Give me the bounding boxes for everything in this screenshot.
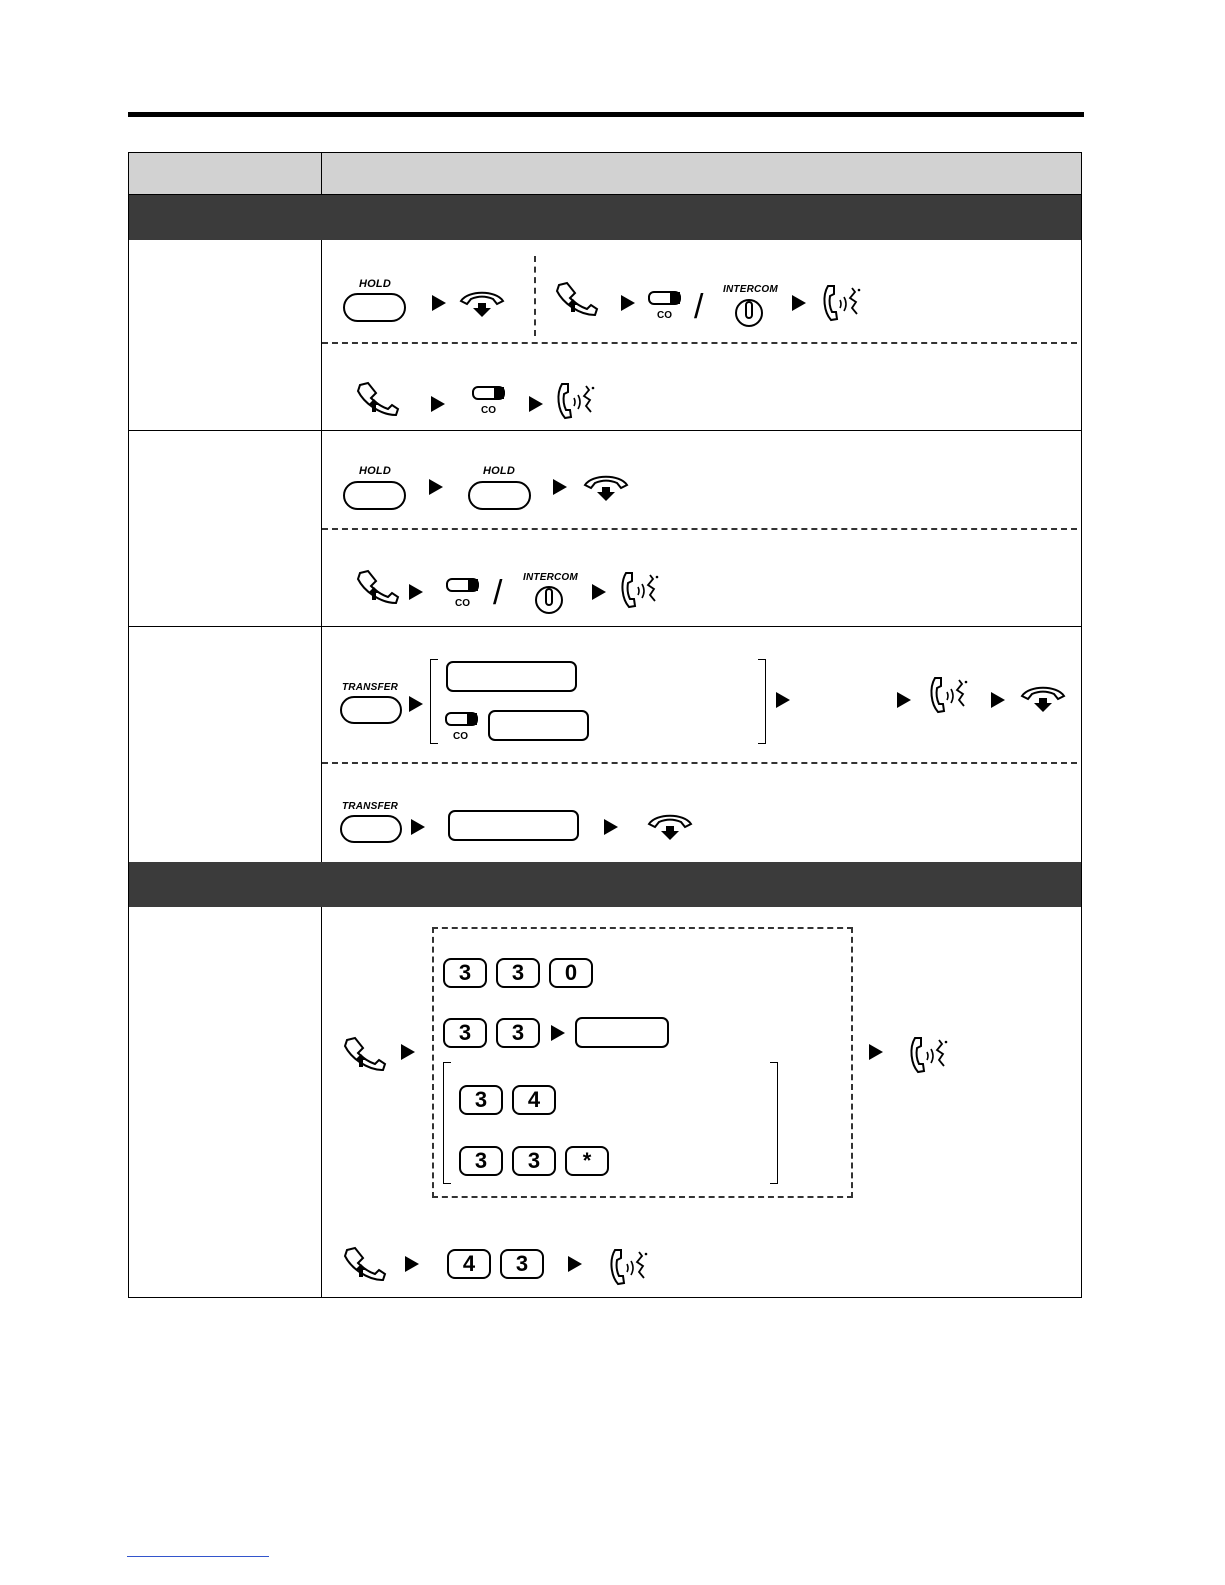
- arrow-right-icon: [431, 396, 445, 412]
- talk-icon: [607, 1248, 651, 1286]
- on-hook-icon: [1019, 684, 1067, 714]
- talk-icon: [927, 676, 971, 714]
- dial-key[interactable]: 3: [500, 1249, 544, 1279]
- dial-key[interactable]: 4: [512, 1085, 556, 1115]
- transfer-button-label: TRANSFER: [342, 801, 399, 812]
- arrow-right-icon: [604, 819, 618, 835]
- transfer-button[interactable]: [340, 815, 402, 843]
- transfer-button[interactable]: [340, 696, 402, 724]
- hold-button-label: HOLD: [483, 465, 515, 477]
- arrow-right-icon: [592, 584, 606, 600]
- arrow-right-icon: [553, 479, 567, 495]
- number-entry-box: [575, 1017, 669, 1048]
- footer-link-line: [127, 1556, 269, 1557]
- intercom-label: INTERCOM: [523, 572, 578, 583]
- on-hook-icon: [458, 289, 506, 319]
- inner-bracket-left: [443, 1062, 451, 1184]
- or-slash: /: [694, 288, 704, 326]
- header-divider: [321, 153, 322, 194]
- on-hook-icon: [582, 473, 630, 503]
- sub-row-divider: [322, 342, 1077, 344]
- intercom-button-icon[interactable]: [733, 298, 765, 328]
- step-divider: [534, 256, 536, 336]
- row-divider: [129, 626, 1081, 627]
- off-hook-icon: [354, 569, 400, 605]
- dial-key[interactable]: 3: [459, 1085, 503, 1115]
- talk-icon: [618, 571, 662, 609]
- arrow-right-icon: [411, 819, 425, 835]
- extension-number-box: [448, 810, 579, 841]
- extension-number-box: [446, 661, 577, 692]
- arrow-right-icon: [792, 295, 806, 311]
- dial-key[interactable]: 3: [459, 1146, 503, 1176]
- co-button-icon[interactable]: [445, 712, 479, 726]
- arrow-right-icon: [776, 692, 790, 708]
- arrow-right-icon: [429, 479, 443, 495]
- column-divider: [321, 240, 322, 862]
- table-header-row: [129, 153, 1081, 195]
- arrow-right-icon: [432, 295, 446, 311]
- arrow-right-icon: [869, 1044, 883, 1060]
- arrow-right-icon: [568, 1256, 582, 1272]
- intercom-label: INTERCOM: [723, 284, 778, 295]
- section-header-2: [129, 862, 1081, 907]
- arrow-right-icon: [621, 295, 635, 311]
- off-hook-icon: [341, 1246, 387, 1282]
- talk-icon: [820, 284, 864, 322]
- co-button-icon[interactable]: [472, 386, 506, 400]
- arrow-right-icon: [991, 692, 1005, 708]
- co-button-icon[interactable]: [648, 291, 682, 305]
- or-slash: /: [493, 574, 503, 612]
- co-label: CO: [455, 598, 470, 609]
- co-label: CO: [453, 731, 468, 742]
- hold-button[interactable]: [343, 481, 406, 510]
- options-bracket-right: [758, 659, 766, 744]
- hold-button[interactable]: [343, 293, 406, 322]
- hold-button-label: HOLD: [359, 465, 391, 477]
- dial-key[interactable]: 3: [443, 1018, 487, 1048]
- dial-key[interactable]: 3: [443, 958, 487, 988]
- arrow-right-icon: [405, 1256, 419, 1272]
- talk-icon: [554, 382, 598, 420]
- dial-key[interactable]: 3: [512, 1146, 556, 1176]
- off-hook-icon: [553, 281, 599, 317]
- hold-button-label: HOLD: [359, 278, 391, 290]
- on-hook-icon: [646, 812, 694, 842]
- off-hook-icon: [341, 1036, 387, 1072]
- sub-row-divider: [322, 762, 1077, 764]
- co-label: CO: [481, 405, 496, 416]
- off-hook-icon: [354, 381, 400, 417]
- dial-key[interactable]: 4: [447, 1249, 491, 1279]
- intercom-button-icon[interactable]: [533, 585, 565, 615]
- arrow-right-icon: [409, 584, 423, 600]
- co-button-icon[interactable]: [446, 578, 480, 592]
- hold-button[interactable]: [468, 481, 531, 510]
- talk-icon: [907, 1036, 951, 1074]
- sub-row-divider: [322, 528, 1077, 530]
- inner-bracket-right: [770, 1062, 778, 1184]
- column-divider: [321, 907, 322, 1297]
- arrow-right-icon: [897, 692, 911, 708]
- options-bracket-left: [430, 659, 438, 744]
- dial-key[interactable]: *: [565, 1146, 609, 1176]
- dial-key[interactable]: 3: [496, 1018, 540, 1048]
- arrow-right-icon: [409, 696, 423, 712]
- phone-number-box: [488, 710, 589, 741]
- arrow-right-icon: [551, 1025, 565, 1041]
- arrow-right-icon: [529, 396, 543, 412]
- dial-key[interactable]: 0: [549, 958, 593, 988]
- row-divider: [129, 430, 1081, 431]
- section-header-1: [129, 195, 1081, 240]
- transfer-button-label: TRANSFER: [342, 682, 399, 693]
- top-rule: [128, 112, 1084, 117]
- arrow-right-icon: [401, 1044, 415, 1060]
- dial-key[interactable]: 3: [496, 958, 540, 988]
- co-label: CO: [657, 310, 672, 321]
